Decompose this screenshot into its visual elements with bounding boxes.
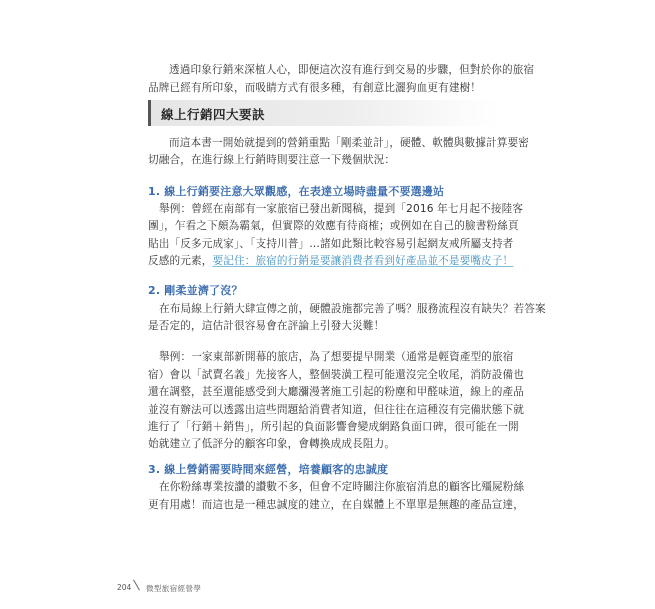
point-2-para-2-line-3: 還在調整，甚至還能感受到大廳瀰漫著施工引起的粉塵和甲醛味道，線上的產品	[148, 386, 525, 398]
intro-line-1: 透過印象行銷來深植人心，即便這次沒有進行到交易的步驟，但對於你的旅宿	[169, 64, 535, 76]
point-2-para-2-line-5: 進行了「行銷＋銷售」，所引起的負面影響會變成網路負面口碑，很可能在一開	[148, 421, 519, 433]
point-1-heading: 1. 線上行銷要注意大眾觀感，在表達立場時盡量不要選邊站	[148, 185, 445, 198]
point-1-line-3: 貼出「反多元成家」、「支持川普」…諸如此類比較容易引起網友戒所屬支持者	[148, 238, 514, 250]
point-3-line-1: 在你粉絲專業按讚的讚數不多，但會不定時關注你旅宿消息的顧客比殭屍粉絲	[159, 481, 525, 493]
point-3-heading: 3. 線上營銷需要時間來經營，培養顧客的忠誠度	[148, 463, 389, 476]
point-1-line-1: 舉例：曾經在南部有一家旅宿已發出新聞稿，提到「2016 年七月起不接陸客	[159, 203, 524, 215]
point-2-para-2-line-4: 並沒有辦法可以透露出這些問題給消費者知道，但往往在這種沒有完備狀態下就	[148, 404, 525, 416]
point-2-para-2-line-6: 始就建立了低評分的顧客印象，會轉換成成長阻力。	[148, 438, 396, 450]
page-number: 204	[117, 583, 132, 592]
footer-divider	[133, 580, 140, 591]
point-1-line-4-text: 反感的元素，	[148, 255, 213, 267]
section-intro-line-2: 切融合，在進行線上行銷時則要注意一下幾個狀況：	[148, 154, 396, 166]
point-2-para-2-line-1: 舉例：一家東部新開幕的旅店，為了想要提早開業（通常是輕資產型的旅宿	[159, 351, 514, 363]
point-3-line-2: 更有用處！而這也是一種忠誠度的建立，在自媒體上不單單是無趣的產品宣達，	[148, 499, 525, 511]
point-2-para-1-line-1: 在布局線上行銷大肆宣傳之前，硬體設施都完善了嗎？服務流程沒有缺失？若答案	[159, 303, 546, 315]
point-2-para-2-line-2: 宿）會以「試賣名義」先接客人，整個裝潢工程可能還沒完全收尾，消防設備也	[148, 369, 525, 381]
section-intro-line-1: 而這本書一開始就提到的營銷重點「剛柔並計」，硬體、軟體與數據計算要密	[169, 137, 529, 149]
running-title: 微型旅宿經營學	[146, 584, 202, 593]
point-2-para-1-line-2: 是否定的，這估計很容易會在評論上引發大災難！	[148, 320, 385, 332]
point-1-line-4	[148, 254, 514, 268]
point-1-line-2: 團」，乍看之下頗為霸氣，但實際的效應有待商榷；或例如在自己的臉書粉絲頁	[148, 220, 519, 232]
intro-line-2: 品牌已經有所印象，而吸睛方式有很多種，有創意比灑狗血更有建樹！	[148, 82, 482, 94]
section-header	[148, 100, 498, 126]
point-2-heading: 2. 剛柔並濟了沒？	[148, 284, 243, 297]
section-title: 線上行銷四大要訣	[161, 107, 266, 122]
point-1-highlight: 要記住：旅宿的行銷是要讓消費者看到好產品並不是要嘴皮子！	[212, 255, 514, 267]
